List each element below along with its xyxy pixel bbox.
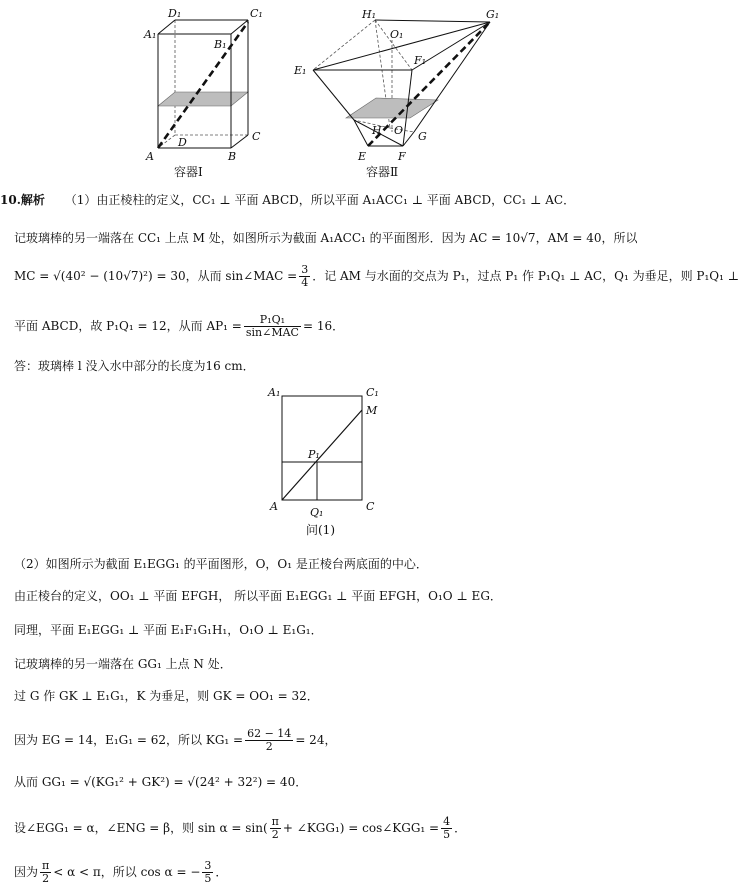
label-G1: G₁ <box>486 8 500 21</box>
fraction: $\frac{3}{5}$ <box>204 859 212 885</box>
caption-container-1: 容器Ⅰ <box>174 165 203 179</box>
figure-section-1 <box>260 382 390 542</box>
water-surface <box>346 98 438 118</box>
label-A: A <box>270 500 278 513</box>
caption-section-1: 问(1) <box>306 523 335 537</box>
fraction: $\frac{\pi}{2}$ <box>271 815 279 841</box>
label-F: F <box>398 150 406 163</box>
label-D: D <box>178 136 187 149</box>
label-B1: B₁ <box>214 38 227 51</box>
label-M: M <box>366 404 378 417</box>
glass-rod <box>368 24 488 146</box>
label-C1: C₁ <box>250 7 263 20</box>
label-A: A <box>146 150 154 163</box>
label-G: G <box>418 130 427 143</box>
label-E: E <box>358 150 367 163</box>
solution-line-5: （2）如图所示为截面 E₁EGG₁ 的平面图形，O，O₁ 是正棱台两底面的中心． <box>14 557 428 571</box>
label-A1: A₁ <box>268 386 281 399</box>
answer-line: 答：玻璃棒 l 没入水中部分的长度为16 cm． <box>14 359 255 373</box>
solution-line-3: MC = √(40² − (10√7)²) = 30，从而 sin∠MAC = $\frac{3}{4}$ ．记 AM 与水面的交点为 P₁，过点 P₁ 作 P₁Q₁ ⊥ AC，Q₁ 为垂足，则 P₁Q₁ ⊥ <box>14 263 739 289</box>
solution-line-10: 因为 EG = 14，E₁G₁ = 62，所以 KG₁ = $\frac{62 - 14}{2}$ = 24， <box>14 727 337 753</box>
label-O1: O₁ <box>390 28 404 41</box>
label-Q1: Q₁ <box>310 506 324 519</box>
fraction: $\frac{4}{5}$ <box>443 815 451 841</box>
label-A1: A₁ <box>144 28 157 41</box>
figure-container-2 <box>290 4 510 184</box>
label-F1: F₁ <box>414 54 427 67</box>
label-C: C <box>366 500 375 513</box>
solution-line-1: 10.解析 （1）由正棱柱的定义，CC₁ ⊥ 平面 ABCD，所以平面 A₁ACC₁ ⊥ 平面 ABCD，CC₁ ⊥ AC． <box>0 193 576 207</box>
water-surface <box>158 92 248 106</box>
solution-line-2: 记玻璃棒的另一端落在 CC₁ 上点 M 处，如图所示为截面 A₁ACC₁ 的平面图形．因为 AC = 10√7，AM = 40，所以 <box>14 231 638 245</box>
solution-line-7: 同理，平面 E₁EGG₁ ⊥ 平面 E₁F₁G₁H₁，O₁O ⊥ E₁G₁． <box>14 623 323 637</box>
figure-container-1 <box>138 4 278 184</box>
label-H: H <box>372 124 382 137</box>
solution-line-8: 记玻璃棒的另一端落在 GG₁ 上点 N 处． <box>14 657 232 671</box>
label-B: B <box>228 150 237 163</box>
solution-line-13: 因为 $\frac{\pi}{2}$ < α < π，所以 cos α = − $\frac{3}{5}$ ． <box>14 859 228 885</box>
label-E1: E₁ <box>294 64 307 77</box>
solution-line-11: 从而 GG₁ = √(KG₁² + GK²) = √(24² + 32²) = 40． <box>14 775 308 789</box>
solution-line-4: 平面 ABCD，故 P₁Q₁ = 12，从而 AP₁ = $\frac{\text{P₁Q₁}}{\text{sin∠MAC}}$ = 16． <box>14 313 345 339</box>
problem-number: 10.解析 <box>0 193 45 207</box>
solution-line-12: 设∠EGG₁ = α，∠ENG = β，则 sin α = sin( $\frac{\pi}{2}$ + ∠KGG₁) = cos∠KGG₁ = $\frac{4}{5}$ ． <box>14 815 467 841</box>
solution-line-6: 由正棱台的定义，OO₁ ⊥ 平面 EFGH， 所以平面 E₁EGG₁ ⊥ 平面 EFGH，O₁O ⊥ EG． <box>14 589 502 603</box>
fraction: $\frac{3}{4}$ <box>301 263 309 289</box>
caption-container-2: 容器Ⅱ <box>366 165 399 179</box>
fraction: $\frac{\pi}{2}$ <box>42 859 50 885</box>
label-C1: C₁ <box>366 386 379 399</box>
label-O: O <box>394 124 404 137</box>
fraction: $\frac{62 - 14}{2}$ <box>247 727 292 753</box>
label-P1: P₁ <box>308 448 320 461</box>
fraction: $\frac{\text{P₁Q₁}}{\text{sin∠MAC}}$ <box>245 313 299 339</box>
label-C: C <box>252 130 261 143</box>
solution-line-9: 过 G 作 GK ⊥ E₁G₁，K 为垂足，则 GK = OO₁ = 32． <box>14 689 319 703</box>
glass-rod <box>158 22 248 148</box>
label-D1: D₁ <box>168 7 182 20</box>
label-H1: H₁ <box>362 8 377 21</box>
